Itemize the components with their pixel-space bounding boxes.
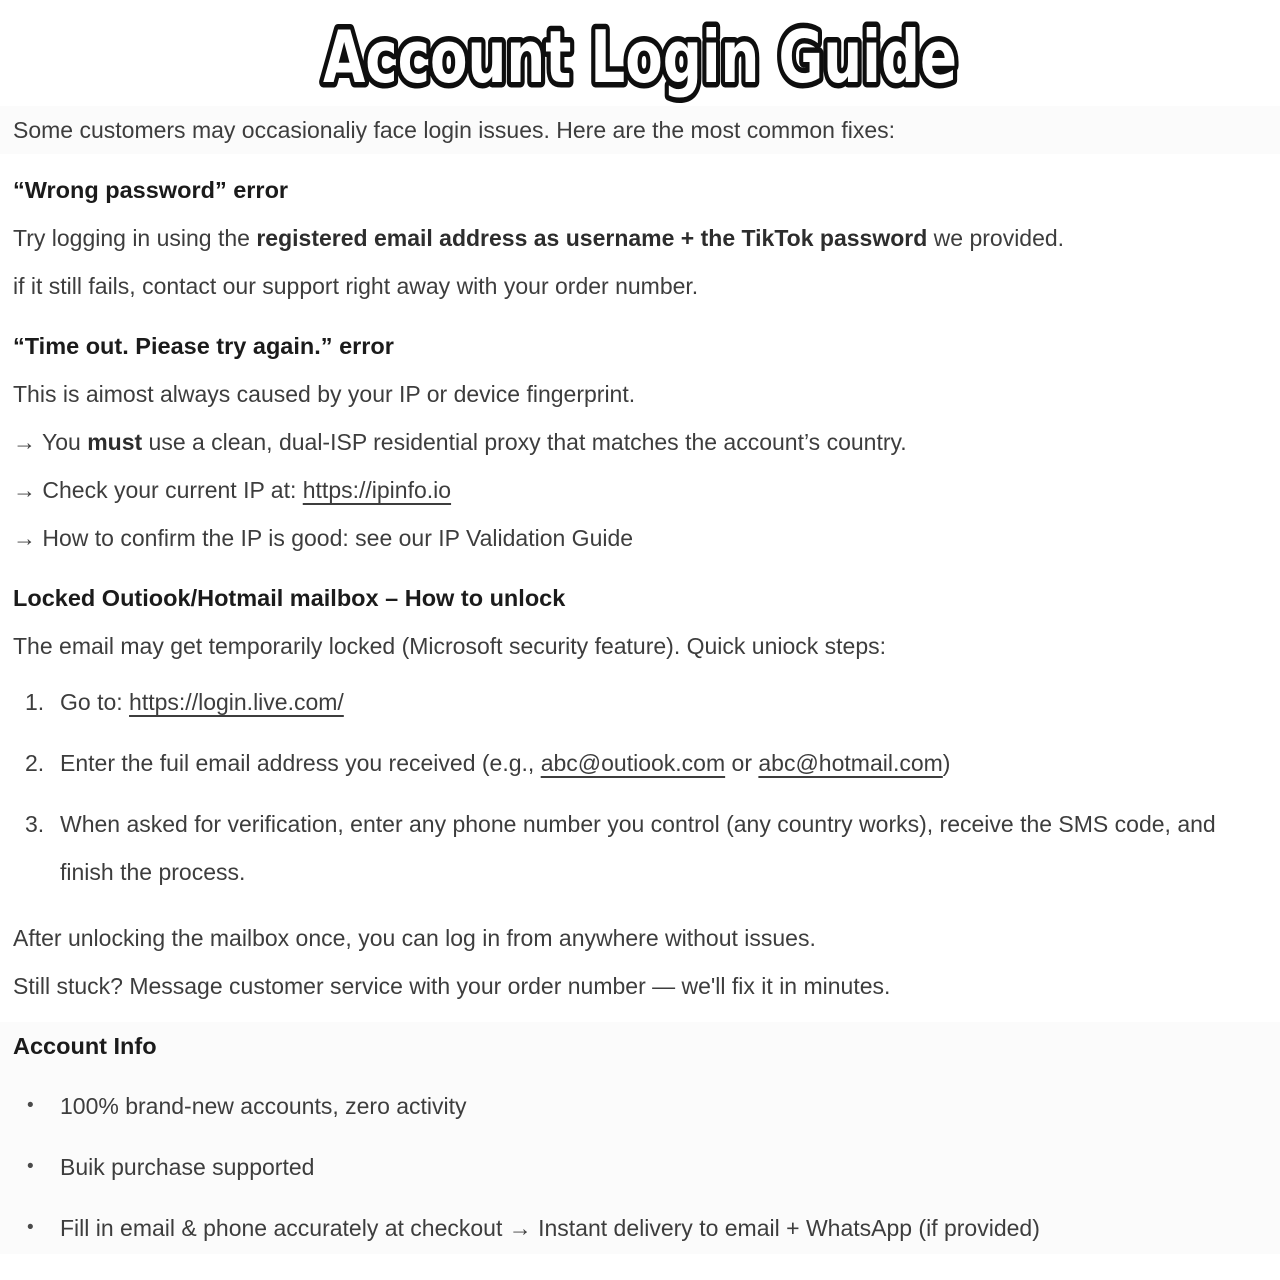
account-info-item-bulk-purchase	[13, 1143, 1267, 1191]
account-info-item-delivery	[13, 1204, 1267, 1252]
timeout-tip-proxy	[13, 418, 1267, 466]
arrow-icon: →	[13, 525, 36, 551]
timeout-tip-check-ip-pre: Check your current IP at:	[36, 477, 303, 503]
wrong-password-paragraph-line1	[13, 214, 1267, 262]
account-info-item-delivery-text: Fill in email & phone accurately at checkout → Instant delivery to email + WhatsApp (if provided)	[60, 1215, 1040, 1241]
wrong-password-bold-text: registered email address as username + the TikTok password	[256, 225, 928, 251]
intro-text: Some customers may occasionaliy face login issues. Here are the most common fixes:	[13, 117, 896, 143]
step-number: 1.	[25, 689, 45, 715]
hotmail-email-link[interactable]: abc@hotmail.com	[758, 750, 943, 776]
unlock-step-1	[13, 678, 1267, 726]
unlock-step-2-pre: Enter the fuil email address you received (e.g.,	[60, 750, 541, 776]
page-title-banner	[0, 6, 1280, 106]
wrong-password-text-pre: Try logging in using the	[13, 225, 257, 251]
unlock-step-2-text	[60, 739, 1267, 787]
ipinfo-link[interactable]: https://ipinfo.io	[302, 477, 452, 503]
unlock-step-3	[13, 800, 1267, 896]
login-live-link[interactable]: https://login.live.com/	[129, 689, 344, 715]
unlock-step-3-text: When asked for verification, enter any phone number you control (any country works), receive the SMS code, and finish the process.	[60, 811, 1216, 885]
account-info-item-new-accounts-text: 100% brand-new accounts, zero activity	[60, 1093, 467, 1119]
account-info-item-bulk-purchase-text: Buik purchase supported	[60, 1154, 315, 1180]
timeout-tip-validation-guide-text: How to confirm the IP is good: see our IP Validation Guide	[36, 525, 634, 551]
still-stuck-note: Still stuck? Message customer service with your order number — we'll fix it in minutes.	[13, 973, 891, 999]
step-number: 2.	[25, 750, 45, 776]
account-info-list	[13, 1082, 1267, 1252]
arrow-icon: →	[13, 477, 36, 503]
unlock-step-2-mid: or	[725, 750, 759, 776]
bullet-icon: •	[27, 1156, 34, 1177]
unlock-steps-list	[13, 678, 1267, 896]
heading-timeout-error: “Time out. Piease try again.” error	[13, 333, 394, 359]
wrong-password-paragraph-line2: if it still fails, contact our support right away with your order number.	[13, 273, 699, 299]
timeout-tip-validation-guide	[13, 514, 1267, 562]
unlock-step-1-pre: Go to:	[60, 689, 130, 715]
title-bubble-art	[0, 6, 1280, 106]
account-info-section	[0, 1022, 1280, 1254]
bullet-icon: •	[27, 1095, 34, 1116]
account-info-item-new-accounts	[13, 1082, 1267, 1130]
unlock-step-1-text	[60, 678, 1267, 726]
timeout-tip-proxy-post: use a clean, dual-ISP residential proxy that matches the account’s country.	[142, 429, 907, 455]
wrong-password-text-post: we provided.	[927, 225, 1065, 251]
arrow-icon: →	[13, 429, 36, 455]
outlook-email-link[interactable]: abc@outiook.com	[540, 750, 726, 776]
unlock-step-2-post: )	[942, 750, 951, 776]
locked-mailbox-intro: The email may get temporarily locked (Microsoft security feature). Quick uniock steps:	[13, 633, 887, 659]
heading-locked-mailbox: Locked Outiook/Hotmail mailbox – How to unlock	[13, 585, 566, 611]
timeout-tip-proxy-bold: must	[87, 429, 143, 455]
heading-wrong-password-error: “Wrong password” error	[13, 177, 289, 203]
heading-account-info: Account Info	[13, 1033, 157, 1059]
unlock-step-2	[13, 739, 1267, 787]
page-title: Account Login Guide	[323, 15, 957, 99]
after-unlock-note: After unlocking the mailbox once, you can log in from anywhere without issues.	[13, 925, 816, 951]
timeout-tip-check-ip	[13, 466, 1267, 514]
step-number: 3.	[25, 811, 45, 837]
timeout-cause-text: This is aimost always caused by your IP or device fingerprint.	[13, 381, 636, 407]
timeout-tip-proxy-pre: You	[36, 429, 88, 455]
bullet-icon: •	[27, 1217, 34, 1238]
document-body	[0, 106, 1280, 1254]
